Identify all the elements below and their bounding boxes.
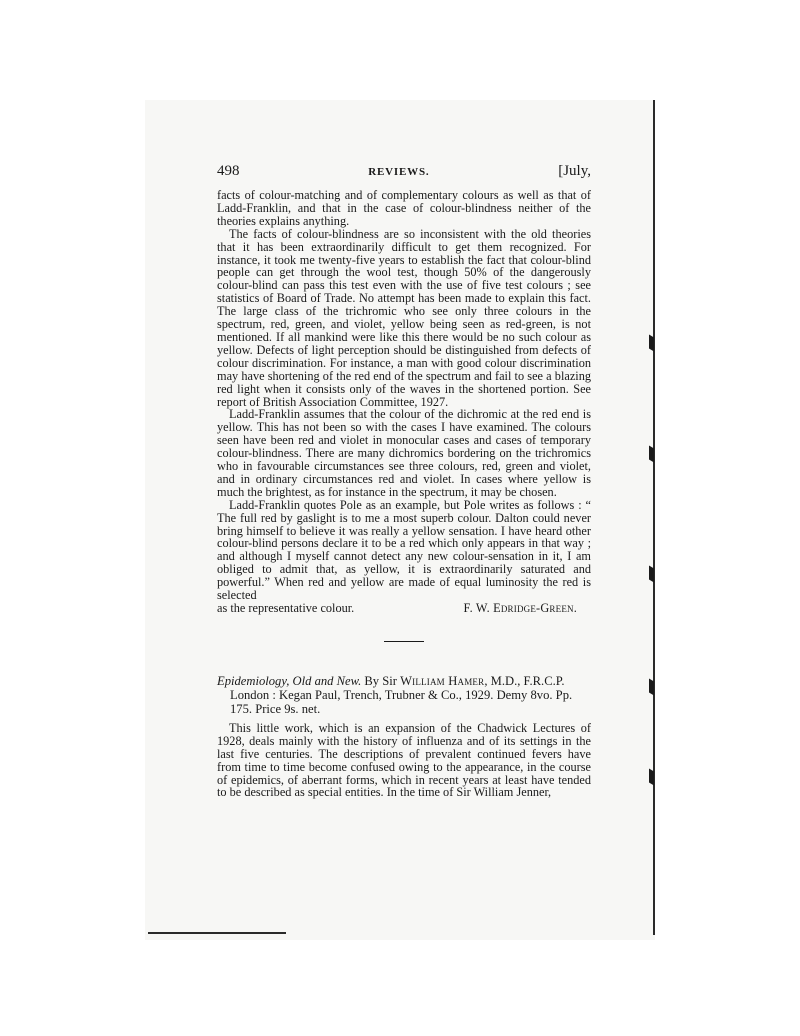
issue-date: [July, — [558, 163, 591, 179]
page-edge-line — [653, 100, 655, 935]
paragraph: Ladd-Franklin quotes Pole as an example, but Pole writes as follows : “ The full red by gaslight is to me a most superb colour. Dalton could never bring himself to believe it was really a yellow sensation. I have heard other colour-blind persons declare it to be a red which only appears in that way ; and although I myself cannot detect any new colour-sensation in it, I am obliged to admit that, as yellow, it is extraordinarily saturated and powerful.” When red and yellow are made of equal luminosity the red is selected — [217, 497, 591, 603]
section-divider — [384, 641, 424, 642]
bottom-rule — [148, 932, 286, 934]
running-header — [217, 163, 591, 185]
paragraph: Ladd-Franklin assumes that the colour of the dichromic at the red end is yellow. This has not been so with the cases I have examined. The colours seen have been red and violet in monocular cases and cases of temporary colour-blindness. There are many dichromics bordering on the trichromics who in favourable circumstances see three colours, red, green and violet, and in ordinary circumstances red and violet. In cases where yellow is much the brightest, as for instance in the spectrum, it may be chosen. — [217, 407, 591, 499]
document-page — [217, 163, 591, 799]
book-author: William Hamer — [400, 673, 485, 688]
reviewer-signature: F. W. Edridge-Green. — [463, 601, 577, 615]
paragraph-last-line: as the representative colour. — [217, 601, 355, 615]
paragraph: This little work, which is an expansion of the Chadwick Lectures of 1928, deals mainly with the history of influenza and of its settings in the last five centuries. The descriptions of prevalent continued fevers have from time to time become confused owing to the appearance, in the course of epidemics, of aberrant forms, which in recent years at least have tended to be described as special entities. In the time of Sir William Jenner, — [217, 720, 591, 800]
book-citation — [217, 674, 591, 716]
paragraph: facts of colour-matching and of complementary colours as well as that of Ladd-Franklin, and that in the case of colour-blindness neither of the theories explains anything. — [217, 188, 591, 228]
signature-line — [217, 602, 591, 615]
review-colour-blindness — [217, 189, 591, 615]
edge-mark — [649, 679, 654, 696]
edge-mark — [649, 446, 654, 463]
author-prefix: By Sir — [364, 673, 397, 688]
book-details: , M.D., F.R.C.P. London : Kegan Paul, Trench, Trubner & Co., 1929. Demy 8vo. Pp. 175. Price 9s. net. — [230, 673, 573, 716]
paragraph: The facts of colour-blindness are so inconsistent with the old theories that it has been extraordinarily difficult to get them recognized. For instance, it took me twenty-five years to establish the fact that colour-blind people can get through the wool test, though 50% of the dangerously colour-blind can pass this test even with the use of five test colours ; see statistics of Board of Trade. No attempt has been made to explain this fact. The large class of the trichromic who see only three colours in the spectrum, red, green, and violet, yellow being seen as red-green, is not mentioned. If all mankind were like this there would be no such colour as yellow. Defects of light perception should be distinguished from defects of colour discrimination. For instance, a man with good colour discrimination may have shortening of the red end of the spectrum and fail to see a blazing red light when it consists only of the waves in the shortened portion. See report of British Association Committee, 1927. — [217, 226, 591, 409]
book-title: Epidemiology, Old and New. — [217, 673, 362, 688]
review-epidemiology — [217, 722, 591, 799]
running-title: REVIEWS. — [368, 166, 430, 178]
edge-mark — [649, 566, 654, 583]
page-number: 498 — [217, 163, 240, 179]
edge-mark — [649, 769, 654, 786]
edge-mark — [649, 335, 654, 352]
